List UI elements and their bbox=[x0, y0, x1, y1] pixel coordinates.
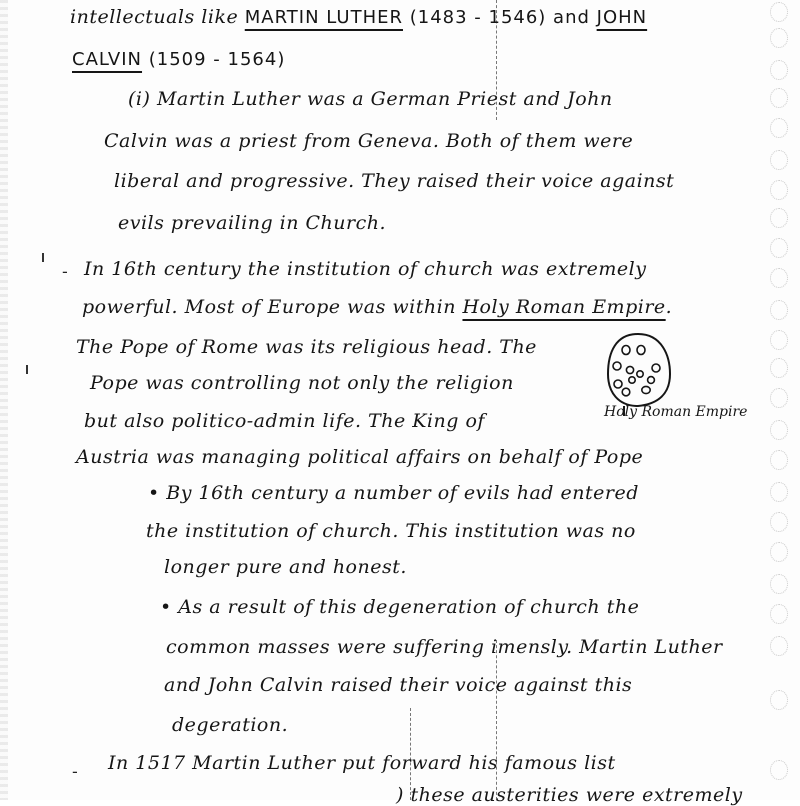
binding-hole bbox=[770, 690, 788, 710]
note-line-12: Austria was managing political affairs on behalf of Pope bbox=[76, 446, 644, 468]
binding-hole bbox=[770, 482, 788, 502]
note-line-19: degeration. bbox=[172, 714, 289, 736]
binding-hole bbox=[770, 28, 788, 48]
binding-hole bbox=[770, 358, 788, 378]
name-john: JOHN bbox=[596, 7, 648, 28]
note-line-5: liberal and progressive. They raised their voice against bbox=[114, 170, 675, 192]
note-line-10: Pope was controlling not only the religion bbox=[90, 372, 514, 394]
note-line-6: evils prevailing in Church. bbox=[118, 212, 387, 234]
dash-bullet: - bbox=[72, 762, 78, 781]
note-line-13: • By 16th century a number of evils had entered bbox=[148, 482, 639, 504]
note-line-17: common masses were suffering imensly. Martin Luther bbox=[166, 636, 723, 658]
scan-artifact-line bbox=[496, 640, 497, 800]
note-line-18: and John Calvin raised their voice against this bbox=[164, 674, 633, 696]
binding-hole bbox=[770, 180, 788, 200]
note-line-8 bbox=[82, 296, 672, 318]
note-line-21-partial: ) these austerities were extremely bbox=[396, 784, 743, 806]
text-segment: intellectuals like bbox=[70, 6, 245, 28]
note-line-15: longer pure and honest. bbox=[164, 556, 407, 578]
note-line-9: The Pope of Rome was its religious head. The bbox=[76, 336, 537, 358]
note-line-2 bbox=[72, 48, 285, 70]
binding-hole bbox=[770, 330, 788, 350]
note-line-11: but also politico-admin life. The King of bbox=[84, 410, 485, 432]
binding-hole bbox=[770, 238, 788, 258]
binding-hole bbox=[770, 118, 788, 138]
binding-hole bbox=[770, 420, 788, 440]
note-line-4: Calvin was a priest from Geneva. Both of them were bbox=[104, 130, 634, 152]
name-calvin: CALVIN bbox=[72, 49, 143, 70]
note-line-16: • As a result of this degeneration of church the bbox=[160, 596, 640, 618]
text-segment: . bbox=[665, 296, 673, 318]
binding-hole bbox=[770, 512, 788, 532]
text-segment: powerful. Most of Europe was within bbox=[82, 296, 463, 318]
page-left-edge bbox=[0, 0, 8, 800]
diagram-label: Holy Roman Empire bbox=[604, 404, 748, 420]
binding-hole bbox=[770, 636, 788, 656]
dash-bullet: - bbox=[62, 262, 68, 281]
binding-hole bbox=[770, 150, 788, 170]
binding-hole bbox=[770, 388, 788, 408]
note-line-20: In 1517 Martin Luther put forward his famous list bbox=[108, 752, 616, 774]
margin-mark bbox=[42, 253, 44, 262]
binding-hole bbox=[770, 88, 788, 108]
note-line-14: the institution of church. This institution was no bbox=[146, 520, 636, 542]
binding-hole bbox=[770, 268, 788, 288]
note-line-1 bbox=[70, 6, 647, 28]
note-line-7: In 16th century the institution of church was extremely bbox=[84, 258, 647, 280]
name-martin-luther: MARTIN LUTHER bbox=[244, 7, 403, 28]
binding-hole bbox=[770, 542, 788, 562]
binding-hole bbox=[770, 760, 788, 780]
calvin-dates: (1509 - 1564) bbox=[142, 49, 286, 70]
binding-hole bbox=[770, 208, 788, 228]
spiral-binding bbox=[764, 0, 794, 800]
binding-hole bbox=[770, 604, 788, 624]
margin-mark bbox=[26, 365, 28, 374]
binding-hole bbox=[770, 300, 788, 320]
text-segment: (1483 - 1546) and bbox=[403, 7, 597, 28]
holy-roman-empire-underlined: Holy Roman Empire bbox=[462, 296, 666, 318]
binding-hole bbox=[770, 574, 788, 594]
note-line-3: (i) Martin Luther was a German Priest and John bbox=[128, 88, 613, 110]
binding-hole bbox=[770, 450, 788, 470]
binding-hole bbox=[770, 60, 788, 80]
binding-hole bbox=[770, 2, 788, 22]
